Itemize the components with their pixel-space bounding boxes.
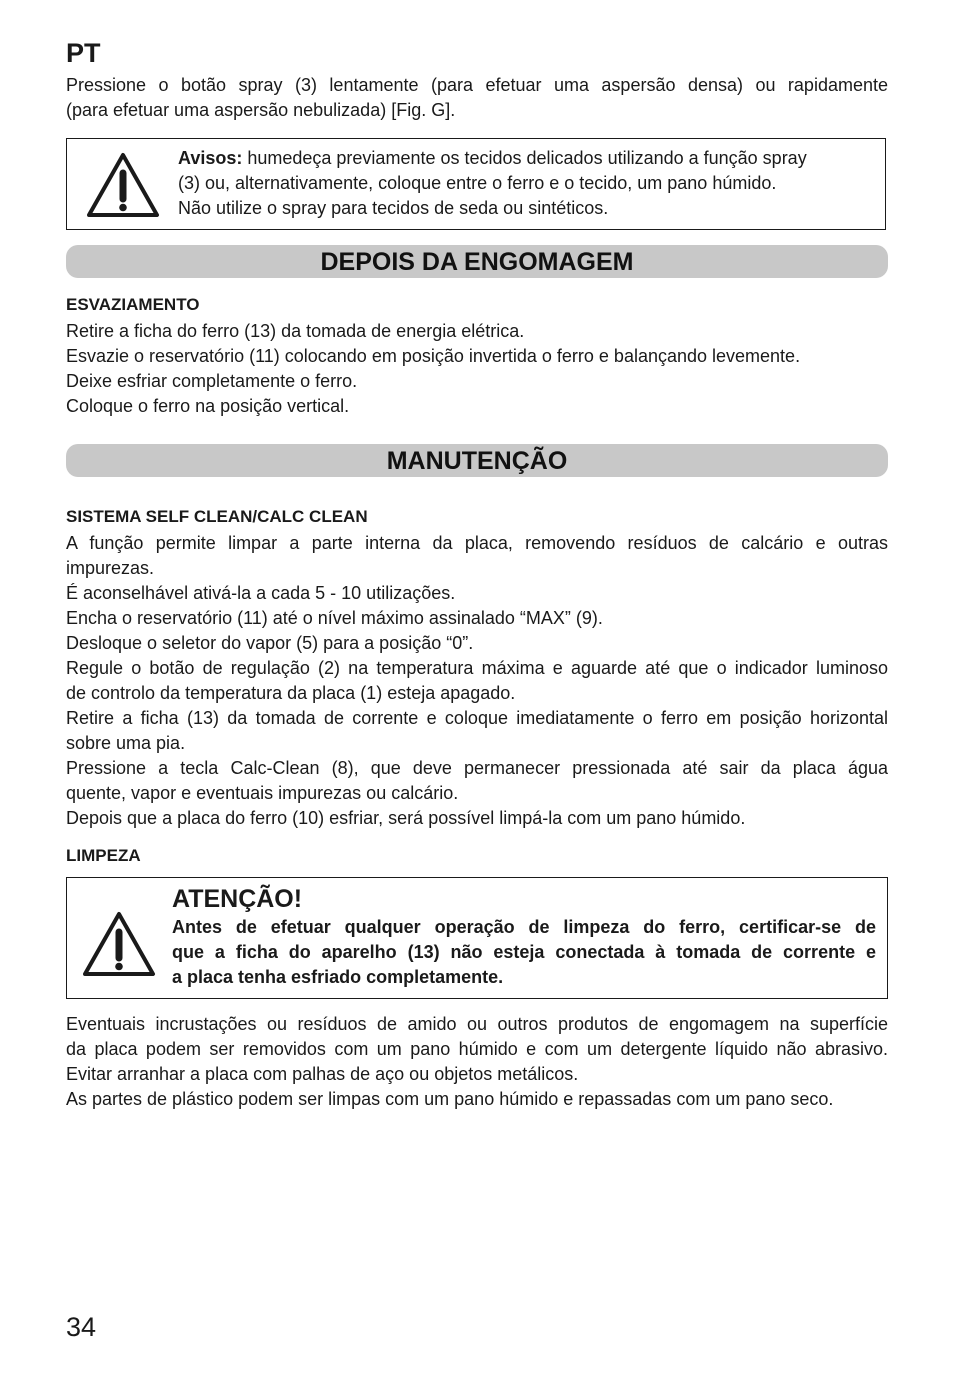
- emptying-section: [66, 294, 888, 419]
- section-heading-maintenance: MANUTENÇÃO: [66, 444, 888, 477]
- warning-line: Não utilize o spray para tecidos de seda ou sintéticos.: [178, 198, 609, 218]
- warning-line: (3) ou, alternativamente, coloque entre o ferro e o tecido, um pano húmido.: [178, 173, 777, 193]
- warning-text: [178, 146, 878, 221]
- text-line: quente, vapor e eventuais impurezas ou calcário.: [66, 783, 459, 803]
- text-line: Esvazie o reservatório (11) colocando em posição invertida o ferro e balançando levemente.: [66, 346, 801, 366]
- attention-line: Antes de efetuar qualquer operação de limpeza do ferro, certificar-se de: [172, 917, 876, 937]
- intro-line: Pressione o botão spray (3) lentamente (para efetuar uma aspersão densa) ou rapidamente: [66, 75, 888, 95]
- text-line: Pressione a tecla Calc-Clean (8), que deve permanecer pressionada até sair da placa água: [66, 758, 888, 778]
- subheading: SISTEMA SELF CLEAN/CALC CLEAN: [66, 507, 368, 526]
- page-number: 34: [66, 1312, 97, 1342]
- text-line: Retire a ficha (13) da tomada de corrente e coloque imediatamente o ferro em posição horizontal: [66, 708, 888, 728]
- text-line: impurezas.: [66, 558, 155, 578]
- language-code: PT: [66, 38, 101, 68]
- text-line: Eventuais incrustações ou resíduos de amido ou outros produtos de engomagem na superfície: [66, 1014, 888, 1034]
- intro-line: (para efetuar uma aspersão nebulizada) [Fig. G].: [66, 100, 456, 120]
- text-line: sobre uma pia.: [66, 733, 186, 753]
- text-line: Desloque o seletor do vapor (5) para a posição “0”.: [66, 633, 474, 653]
- intro-paragraph: [66, 73, 888, 123]
- warning-triangle-icon: [81, 910, 157, 978]
- warning-triangle-icon: [85, 151, 161, 219]
- self-clean-section: [66, 506, 888, 831]
- text-line: Evitar arranhar a placa com palhas de aço ou objetos metálicos.: [66, 1064, 579, 1084]
- attention-box: [66, 877, 888, 999]
- text-line: de controlo da temperatura da placa (1) esteja apagado.: [66, 683, 516, 703]
- cleaning-paragraph: [66, 1012, 888, 1112]
- attention-line: que a ficha do aparelho (13) não esteja conectada à tomada de corrente e: [172, 942, 876, 962]
- text-line: Encha o reservatório (11) até o nível máximo assinalado “MAX” (9).: [66, 608, 603, 628]
- text-line: As partes de plástico podem ser limpas com um pano húmido e repassadas com um pano seco.: [66, 1089, 834, 1109]
- warning-box: [66, 138, 886, 230]
- text-line: da placa podem ser removidos com um pano húmido e com um detergente líquido não abrasivo.: [66, 1039, 888, 1059]
- section-heading-after-ironing: DEPOIS DA ENGOMAGEM: [66, 245, 888, 278]
- attention-text: [172, 915, 876, 990]
- subheading: ESVAZIAMENTO: [66, 295, 200, 314]
- attention-title: ATENÇÃO!: [172, 885, 303, 913]
- subheading: LIMPEZA: [66, 846, 141, 865]
- text-line: Retire a ficha do ferro (13) da tomada de energia elétrica.: [66, 321, 525, 341]
- text-line: Deixe esfriar completamente o ferro.: [66, 371, 358, 391]
- warning-label: Avisos:: [178, 148, 243, 168]
- warning-line-text: humedeça previamente os tecidos delicados utilizando a função spray: [242, 148, 807, 168]
- warning-line: [178, 146, 878, 171]
- text-line: Regule o botão de regulação (2) na temperatura máxima e aguarde até que o indicador luminoso: [66, 658, 888, 678]
- cleaning-subheading-block: [66, 845, 888, 867]
- attention-line: a placa tenha esfriado completamente.: [172, 967, 504, 987]
- text-line: Depois que a placa do ferro (10) esfriar, será possível limpá-la com um pano húmido.: [66, 808, 746, 828]
- text-line: A função permite limpar a parte interna da placa, removendo resíduos de calcário e outras: [66, 533, 888, 553]
- text-line: Coloque o ferro na posição vertical.: [66, 396, 350, 416]
- text-line: É aconselhável ativá-la a cada 5 - 10 utilizações.: [66, 583, 456, 603]
